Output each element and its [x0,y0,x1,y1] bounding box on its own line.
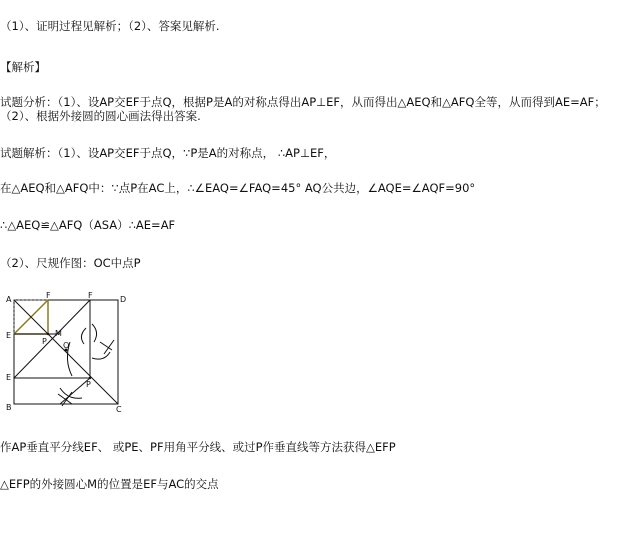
part2-line: （2）、尺规作图：OC中点P [0,256,141,270]
analysis-paragraph: 试题分析：（1）、设AP交EF于点Q，根据P是A的对称点得出AP⊥EF，从而得出△AEQ和△AFQ全等，从而得到AE=AF；（2）、根据外接圆的圆心画法得出答案. [0,95,606,123]
cross-2 [104,340,114,354]
arc-4 [92,352,110,359]
triangles-line: 在△AEQ和△AFQ中：∵点P在AC上，∴∠EAQ=∠FAQ=45° AQ公共边，∠AQE=∠AQF=90° [0,181,476,195]
point-p-small [47,333,49,335]
section-heading: 【解析】 [0,60,46,74]
point-p-large [89,377,91,379]
label-b: B [6,403,12,412]
label-m: M [55,329,62,338]
label-p1: P [42,337,47,346]
arc-1 [92,324,97,342]
label-d: D [120,295,127,304]
label-a: A [6,295,12,304]
answer-line: （1）、证明过程见解析；（2）、答案见解析. [0,19,220,33]
label-f2: F [88,291,93,300]
label-p2: P [86,380,91,389]
arc-2 [81,328,86,344]
diagonal-ac [14,300,118,404]
label-o: O [63,341,70,350]
label-e1: E [6,331,12,340]
method-line: 作AP垂直平分线EF、 或PE、PF用角平分线、或过P作垂直线等方法获得△EFP [0,440,396,454]
geometry-figure [0,288,140,418]
solution-intro: 试题解析：（1）、设AP交EF于点Q，∵P是A的对称点， ∴AP⊥EF， [0,146,336,160]
congruence-line: ∴△AEQ≌△AFQ（ASA）∴AE=AF [0,218,176,232]
label-c: C [116,405,122,414]
label-f1: F [46,291,51,300]
label-e2: E [6,373,12,382]
conclusion-line: △EFP的外接圆心M的位置是EF与AC的交点 [0,477,219,491]
